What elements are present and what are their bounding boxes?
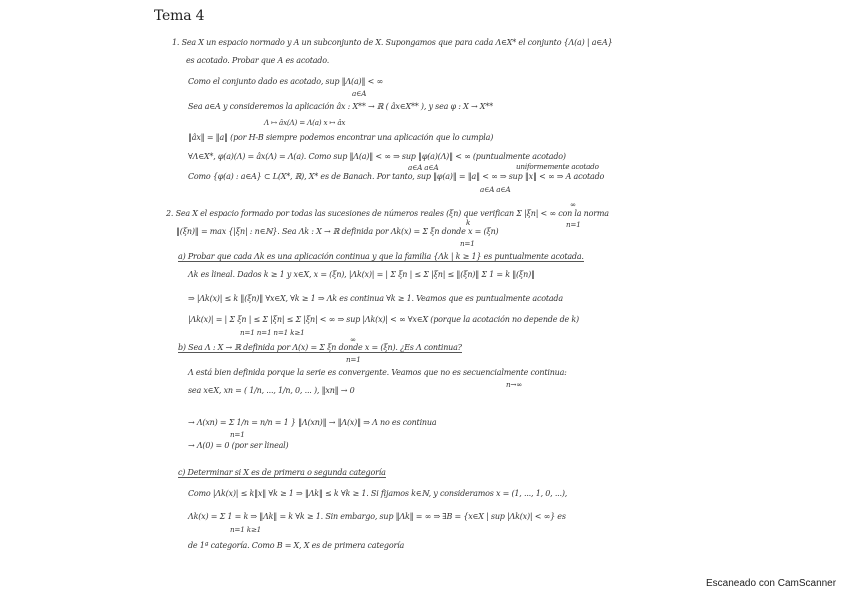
problem-1-line-5: ‖âx‖ = ‖a‖ (por H-B siempre podemos encontrar una aplicación que lo cumpla): [188, 133, 494, 142]
part-a-line-2: Λk es lineal. Dados k ≥ 1 y x∈X, x = (ξn), |Λk(x)| = | Σ ξn | ≤ Σ |ξn| ≤ ‖(ξn)‖ Σ 1 = k ‖(ξn)‖: [188, 270, 535, 279]
problem-1-line-4-sub: Λ ↦ âx(Λ) = Λ(a) x ↦ âx: [264, 118, 346, 127]
problem-2-statement-line-2: ‖(ξn)‖ = max {|ξn| : n∈ℕ}. Sea Λk : X → ℝ definida por Λk(x) = Σ ξn donde x = (ξn): [176, 227, 499, 236]
problem-2-line-2-sup: k: [466, 218, 471, 227]
problem-1-line-3-sub: a∈A: [352, 89, 367, 98]
problem-2-statement-line-1: 2. Sea X el espacio formado por todas las sucesiones de números reales (ξn) que verifican Σ |ξn| < ∞ con la norma: [166, 209, 609, 218]
part-b-heading: b) Sea Λ : X → ℝ definida por Λ(x) = Σ ξn donde x = (ξn). ¿Es Λ continua?: [178, 343, 462, 352]
problem-1-line-7-sub: a∈A a∈A: [480, 185, 511, 194]
part-a-line-4-sub: n=1 n=1 n=1 k≥1: [240, 328, 305, 337]
part-b-line-4-sub: n=1: [230, 430, 245, 439]
problem-1-line-6-sub: a∈A a∈A: [408, 163, 439, 172]
part-b-line-3-sub: n→∞: [506, 380, 523, 389]
page-title: Tema 4: [154, 8, 205, 24]
part-c-heading: c) Determinar si X es de primera o segunda categoría: [178, 468, 386, 477]
part-c-line-2: Como |Λk(x)| ≤ k‖x‖ ∀k ≥ 1 ⇒ ‖Λk‖ ≤ k ∀k ≥ 1. Si fijamos k∈ℕ, y consideramos x = (1, ..., 1, 0, ...),: [188, 489, 568, 498]
problem-1-line-7-note: uniformemente acotado: [516, 162, 599, 171]
part-c-line-4: de 1ª categoría. Como B = X, X es de primera categoría: [188, 541, 405, 550]
part-a-line-4: |Λk(x)| = | Σ ξn | ≤ Σ |ξn| ≤ Σ |ξn| < ∞ ⇒ sup |Λk(x)| < ∞ ∀x∈X (porque la acotación no depende de k): [188, 315, 579, 324]
problem-1-line-3: Como el conjunto dado es acotado, sup ‖Λ(a)‖ < ∞: [188, 77, 383, 86]
problem-1-line-6: ∀Λ∈X*, φ(a)(Λ) = âx(Λ) = Λ(a). Como sup ‖Λ(a)‖ < ∞ ⇒ sup ‖φ(a)(Λ)‖ < ∞ (puntualmente acotado): [188, 152, 566, 161]
part-c-line-3: Λk(x) = Σ 1 = k ⇒ ‖Λk‖ = k ∀k ≥ 1. Sin embargo, sup ‖Λk‖ = ∞ ⇒ ∃B = {x∈X | sup |Λk(x)| < ∞} es: [188, 512, 566, 521]
problem-2-line-2-sub: n=1: [460, 239, 475, 248]
part-b-line-4: → Λ(xn) = Σ 1/n = n/n = 1 } ‖Λ(xn)‖ → ‖Λ(x)‖ ⇒ Λ no es continua: [188, 418, 437, 427]
problem-2-sum-sup: ∞: [570, 200, 576, 209]
problem-1-statement-line-1: 1. Sea X un espacio normado y A un subconjunto de X. Supongamos que para cada Λ∈X* el conjunto {Λ(a) | a∈A}: [172, 38, 613, 47]
part-c-line-3-sub: n=1 k≥1: [230, 525, 262, 534]
part-a-line-3: ⇒ |Λk(x)| ≤ k ‖(ξn)‖ ∀x∈X, ∀k ≥ 1 ⇒ Λk es continua ∀k ≥ 1. Veamos que es puntualmente acotada: [188, 294, 563, 303]
problem-1-statement-line-2: es acotado. Probar que A es acotado.: [186, 56, 330, 65]
camscanner-watermark: Escaneado con CamScanner: [706, 578, 837, 589]
part-b-line-5: → Λ(0) = 0 (por ser lineal): [188, 441, 289, 450]
part-b-sum-sub: n=1: [346, 355, 361, 364]
part-a-heading: a) Probar que cada Λk es una aplicación continua y que la familia {Λk | k ≥ 1} es puntualmente acotada.: [178, 252, 584, 261]
part-b-line-2: Λ está bien definida porque la serie es convergente. Veamos que no es secuencialmente continua:: [188, 368, 567, 377]
problem-1-line-7: Como {φ(a) : a∈A} ⊂ L(X*, ℝ), X* es de Banach. Por tanto, sup ‖φ(a)‖ = ‖a‖ < ∞ ⇒ sup ‖x‖ < ∞ ⇒ A acotado: [188, 172, 605, 181]
part-b-sum-sup: ∞: [350, 335, 356, 344]
problem-2-sum-sub: n=1: [566, 220, 581, 229]
problem-1-line-4: Sea a∈A y consideremos la aplicación âx : X** → ℝ ( âx∈X** ), y sea φ : X → X**: [188, 102, 493, 111]
part-b-line-3: sea x∈X, xn = ( 1/n, ..., 1/n, 0, ... ), ‖xn‖ → 0: [188, 386, 355, 395]
